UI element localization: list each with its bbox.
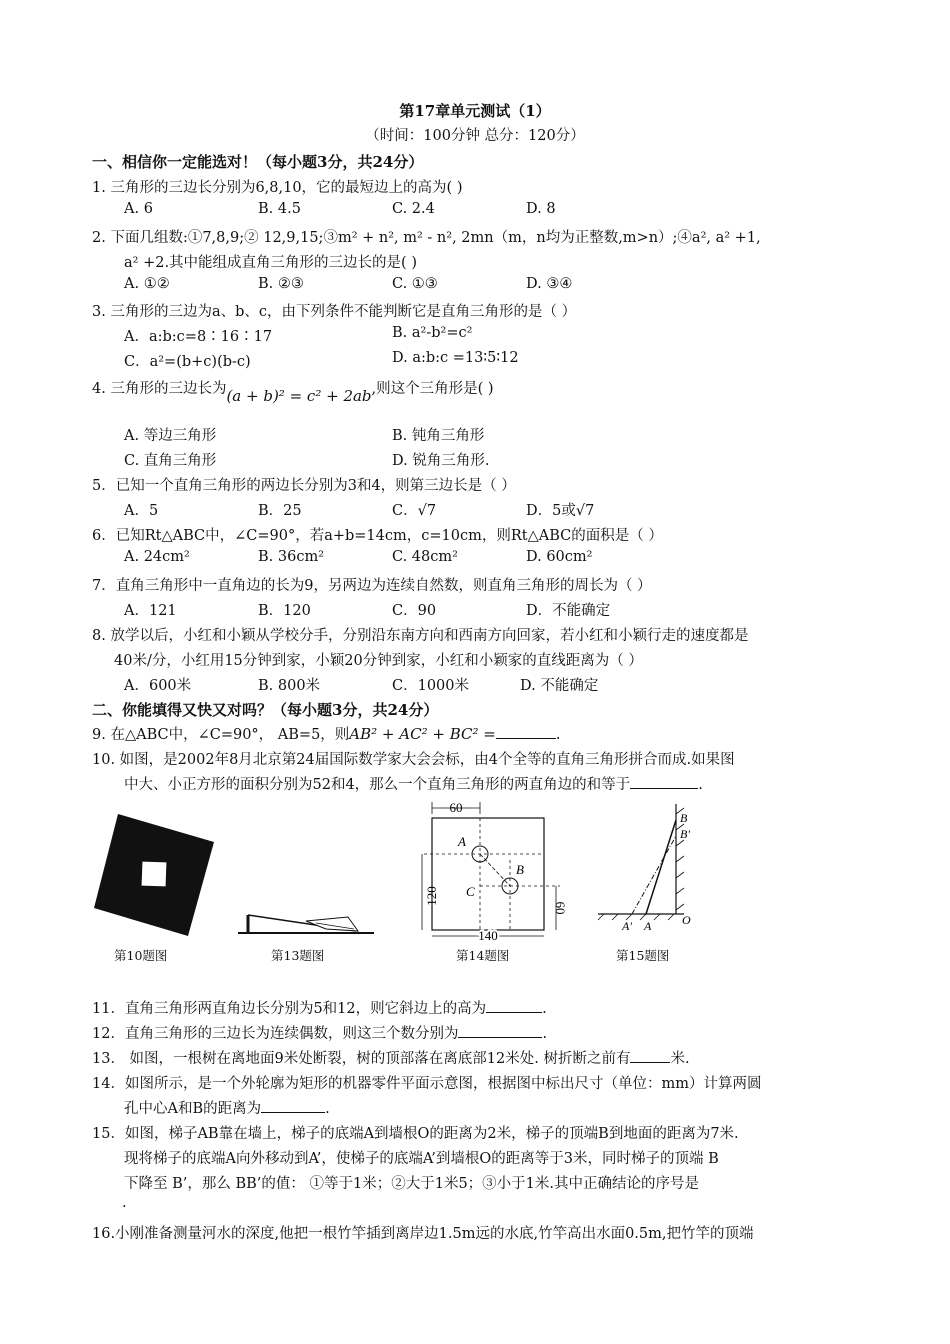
q2-line2: a² +2.其中能组成直角三角形的三边长的是( ) [124, 255, 417, 271]
fig14-label-right: 60 [553, 901, 568, 915]
q2-option-d: D. ③④ [526, 276, 573, 292]
q8-option-c: C．1000米 [392, 678, 469, 694]
page-title: 第17章单元测试（1） [399, 102, 551, 120]
q7-option-a: A．121 [124, 603, 177, 619]
q1-option-c: C. 2.4 [392, 201, 435, 217]
q14-line1: 14．如图所示，是一个外轮廓为矩形的机器零件平面示意图，根据图中标出尺寸（单位：mm）计算两圆 [92, 1076, 762, 1092]
q3-option-c: C．a²=(b+c)(b-c) [124, 354, 251, 370]
q14-line2: 孔中心A和B的距离为 [124, 1101, 262, 1117]
q4-option-a: A. 等边三角形 [124, 428, 217, 444]
q3-option-b: B. a²-b²=c² [392, 325, 473, 341]
fig14-label-bottom: 140 [478, 928, 498, 942]
q16-line1: 16.小刚准备测量河水的深度,他把一根竹竿插到离岸边1.5m远的水底,竹竿高出水面0.5m,把竹竿的顶端 [92, 1226, 754, 1242]
fig15-label-a: A [644, 919, 652, 933]
fig14-label-b: B [516, 862, 524, 877]
q10-line1: 10. 如图，是2002年8月北京第24届国际数学家大会会标，由4个全等的直角三角形拼合而成.如果图 [92, 752, 735, 768]
q5-option-d: D．5或√7 [526, 503, 595, 519]
q1-option-d: D. 8 [526, 201, 556, 217]
q6-option-b: B. 36cm² [258, 549, 325, 565]
fig15-label-a2: A' [622, 919, 632, 933]
q6-stem: 6．已知Rt△ABC中，∠C=90°，若a+b=14cm，c=10cm，则Rt△ABC的面积是（ ） [92, 528, 663, 544]
figure-10 [90, 810, 220, 940]
q8-option-d: D. 不能确定 [520, 678, 599, 694]
q14-line2-wrap [124, 1097, 330, 1118]
q1-option-b: B. 4.5 [258, 201, 301, 217]
q1-option-a: A. 6 [124, 201, 153, 217]
q9-formula: AB² + AC² + BC² = [349, 725, 496, 743]
q1-stem: 1. 三角形的三边长分别为6,8,10，它的最短边上的高为( ) [92, 180, 463, 196]
q14-answer-blank[interactable] [261, 1098, 325, 1113]
q7-option-d: D．不能确定 [526, 603, 611, 619]
q3-option-a: A．a:b:c=8∶16∶17 [124, 329, 273, 345]
q11-answer-blank[interactable] [486, 998, 542, 1013]
q9-stem: 9. 在△ABC中，∠C=90°， AB=5，则AB² + AC² + BC² = . [92, 725, 561, 743]
q5-option-c: C．√7 [392, 503, 437, 519]
fig14-label-left: 120 [424, 886, 439, 906]
section-1-heading: 一、相信你一定能选对！（每小题3分，共24分） [92, 153, 424, 171]
q4-option-b: B. 钝角三角形 [392, 428, 485, 444]
q12-wrap [92, 1022, 547, 1043]
fig10-inner-square [142, 862, 167, 887]
fig14-label-a: A [458, 834, 466, 849]
caption-fig14: 第14题图 [456, 948, 510, 963]
q15-line3: 下降至 B’，那么 BB’的值： ①等于1米；②大于1米5；③小于1米.其中正确结论的序号是 [124, 1176, 700, 1192]
q15-line1: 15．如图，梯子AB靠在墙上，梯子的底端A到墙根O的距离为2米，梯子的顶端B到地面的距离为7米. [92, 1126, 739, 1142]
q6-option-a: A. 24cm² [124, 549, 190, 565]
q2-option-b: B. ②③ [258, 276, 304, 292]
q13-answer-blank[interactable] [630, 1048, 670, 1063]
fig14-rect [432, 818, 544, 930]
fig15-label-b: B [680, 811, 688, 825]
q15-line2: 现将梯子的底端A向外移动到A’，使梯子的底端A’到墙根O的距离等于3米，同时梯子的顶端 B [124, 1151, 719, 1167]
q8-line1: 8. 放学以后，小红和小颖从学校分手，分别沿东南方向和西南方向回家，若小红和小颖行走的速度都是 [92, 628, 749, 644]
q9-answer-blank[interactable] [496, 724, 556, 739]
q11-end: . [542, 1001, 547, 1017]
q7-option-b: B．120 [258, 603, 311, 619]
fig15-ladder-ab [646, 820, 676, 914]
q12-end: . [542, 1026, 548, 1042]
q10-answer-blank[interactable] [630, 774, 698, 789]
caption-fig15: 第15题图 [616, 948, 670, 963]
q8-line2: 40米/分，小红用15分钟到家，小颖20分钟到家，小红和小颖家的直线距离为（ ） [114, 653, 643, 669]
q4-formula: (a + b)² = c² + 2ab [226, 387, 372, 405]
q7-option-c: C．90 [392, 603, 437, 619]
q5-option-b: B．25 [258, 503, 302, 519]
fig15-ladder-a2b2 [632, 836, 676, 914]
caption-fig10: 第10题图 [114, 948, 168, 963]
q6-option-c: C. 48cm² [392, 549, 458, 565]
q14-end: . [325, 1101, 330, 1117]
q10-line2-wrap [124, 773, 703, 794]
fig15-label-o: O [682, 913, 691, 927]
q13-wrap [92, 1047, 690, 1068]
q8-option-b: B. 800米 [258, 678, 321, 694]
q4-option-d: D. 锐角三角形. [392, 453, 490, 469]
q10-end: . [698, 777, 703, 793]
section-2-heading: 二、你能填得又快又对吗？（每小题3分，共24分） [92, 701, 439, 719]
q6-option-d: D. 60cm² [526, 549, 593, 565]
q3-stem: 3. 三角形的三边为a、b、c，由下列条件不能判断它是直角三角形的是（ ） [92, 304, 577, 320]
q15-line4: . [122, 1195, 127, 1211]
q2-option-c: C. ①③ [392, 276, 438, 292]
q13-end: 米. [670, 1051, 690, 1067]
figure-14 [410, 800, 570, 942]
q2-line1: 2. 下面几组数:①7,8,9;② 12,9,15;③m² + n², m² - n², 2mn（m，n均为正整数,m>n）;④a², a² +1, [92, 230, 761, 246]
q4-stem-post: ,则这个三角形是( ) [371, 381, 494, 397]
fig14-ab-segment [480, 854, 510, 886]
caption-fig13: 第13题图 [271, 948, 325, 963]
fig15-label-b2: B' [680, 827, 690, 841]
q4-option-c: C. 直角三角形 [124, 453, 217, 469]
q5-option-a: A．5 [124, 503, 159, 519]
fig15-ground-hatch [598, 914, 674, 920]
figure-13 [236, 895, 376, 940]
q7-stem: 7．直角三角形中一直角边的长为9，另两边为连续自然数，则直角三角形的周长为（ ） [92, 578, 652, 594]
q8-option-a: A．600米 [124, 678, 192, 694]
q11-wrap [92, 997, 547, 1018]
q4-stem [92, 377, 494, 405]
q10-line2: 中大、小正方形的面积分别为52和4，那么一个直角三角形的两直角边的和等于 [124, 777, 631, 793]
figure-15 [594, 800, 714, 935]
q11-stem: 11．直角三角形两直角边长分别为5和12，则它斜边上的高为 [92, 1001, 487, 1017]
q12-stem: 12．直角三角形的三边长为连续偶数，则这三个数分别为 [92, 1026, 459, 1042]
q13-stem: 13． 如图，一根树在离地面9米处断裂，树的顶部落在离底部12米处. 树折断之前有 [92, 1051, 631, 1067]
fig13-foliage [306, 917, 358, 931]
q4-stem-pre: 4. 三角形的三边长为 [92, 381, 227, 397]
fig14-label-top: 60 [449, 800, 463, 815]
q3-option-d: D. a:b:c =13∶5∶12 [392, 350, 519, 366]
q9-stem-text: 9. 在△ABC中，∠C=90°， AB=5，则 [92, 727, 350, 743]
q12-answer-blank[interactable] [458, 1023, 542, 1038]
fig14-label-c: C [466, 884, 475, 899]
q2-option-a: A. ①② [124, 276, 170, 292]
time-info: （时间：100分钟 总分：120分） [365, 128, 585, 144]
q5-stem: 5．已知一个直角三角形的两边长分别为3和4，则第三边长是（ ） [92, 478, 516, 494]
